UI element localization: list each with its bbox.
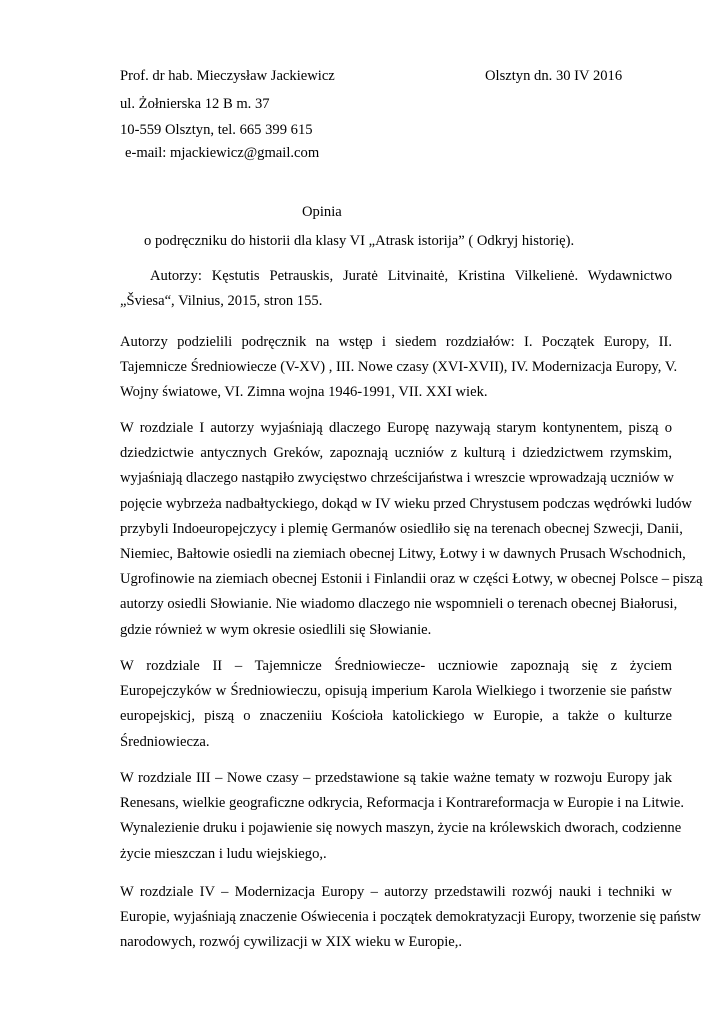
text-line: W rozdziale IV – Modernizacja Europy – autorzy przedstawili rozwój nauki i techniki w [120,884,672,900]
author-email: e-mail: mjackiewicz@gmail.com [125,145,320,161]
authors-paragraph [120,264,672,314]
text-line: wyjaśniają dlaczego nastąpiło zwycięstwo chrześcijaństwa i wreszcie wprowadzają uczniów w [120,470,674,487]
text-line: Wynalezienie druku i pojawienie się nowych maszyn, życie na królewskich dworach, codzienne [120,820,682,837]
text-line: Ugrofinowie na ziemiach obecnej Estonii i Finlandii oraz w części Łotwy, w obecnej Polsce – piszą [120,571,703,588]
text-line: W rozdziale I autorzy wyjaśniają dlaczego Europę nazywają starym kontynentem, piszą o [120,420,672,436]
text-line: pojęcie wybrzeża nadbałtyckiego, dokąd w IV wieku przed Chrystusem podczas wędrówki ludów [120,495,692,512]
author-street: ul. Żołnierska 12 B m. 37 [120,96,270,112]
text-line: narodowych, rozwój cywilizacji w XIX wieku w Europie,. [120,934,463,951]
text-line: Średniowiecza. [120,733,210,750]
paragraph-chapter-1 [120,416,703,643]
text-line: W rozdziale II – Tajemnicze Średniowiecze- uczniowie zapoznają się z życiem [120,658,672,674]
text-line: Wojny światowe, VI. Zimna wojna 1946-1991, VII. XXI wiek. [120,384,488,401]
document-subtitle: o podręczniku do historii dla klasy VI „Atrask istorija” ( Odkryj historię). [144,233,575,249]
text-line: Europie, wyjaśniają znaczenie Oświecenia i początek demokratyzacji Europy, tworzenie się państw [120,909,701,926]
text-line: Renesans, wielkie geograficzne odkrycia, Reformacja i Kontrareformacja w Europie i na Litwie. [120,795,685,812]
text-line: Europejczyków w Średniowieczu, opisują imperium Karola Wielkiego i tworzenie sie państw [120,683,672,700]
paragraph-structure [120,330,678,406]
place-date: Olsztyn dn. 30 IV 2016 [485,68,623,84]
text-line: Autorzy: Kęstutis Petrauskis, Juratė Litvinaitė, Kristina Vilkelienė. Wydawnictwo [150,268,672,284]
text-line: dziedzictwie antycznych Greków, zapoznają uczniów z kulturą i dziedzictwem rzymskim, [120,445,672,462]
text-line: gdzie również w wym okresie osiedlili się Słowianie. [120,621,432,638]
paragraph-chapter-3 [120,766,685,867]
document-title: Opinia [302,204,342,220]
text-line: W rozdziale III – Nowe czasy – przedstawione są takie ważne tematy w rozwoju Europy jak [120,770,672,786]
paragraph-chapter-2 [120,654,672,755]
author-name: Prof. dr hab. Mieczysław Jackiewicz [120,68,335,84]
author-city-phone: 10-559 Olsztyn, tel. 665 399 615 [120,122,313,138]
text-line: autorzy osiedli Słowianie. Nie wiadomo dlaczego nie wspomnieli o terenach obecnej Białorusi, [120,596,678,613]
text-line: życie mieszczan i ludu wiejskiego,. [120,845,327,862]
text-line: Niemiec, Bałtowie osiedli na ziemiach obecnej Litwy, Łotwy i w dawnych Prusach Wschodnich, [120,545,686,562]
text-line: przybyli Indoeuropejczycy i plemię Germanów osiedliło się na terenach obecnej Szwecji, Danii, [120,520,683,537]
text-line: Autorzy podzielili podręcznik na wstęp i siedem rozdziałów: I. Początek Europy, II. [120,334,672,350]
text-line: Tajemnicze Średniowiecze (V-XV) , III. Nowe czasy (XVI-XVII), IV. Modernizacja Europy, V. [120,359,678,376]
text-line: „Šviesa“, Vilnius, 2015, stron 155. [120,293,323,310]
paragraph-chapter-4 [120,880,701,956]
text-line: europejskicj, piszą o znaczeniiu Kościoła katolickiego w Europie, a także o kulturze [120,708,672,725]
